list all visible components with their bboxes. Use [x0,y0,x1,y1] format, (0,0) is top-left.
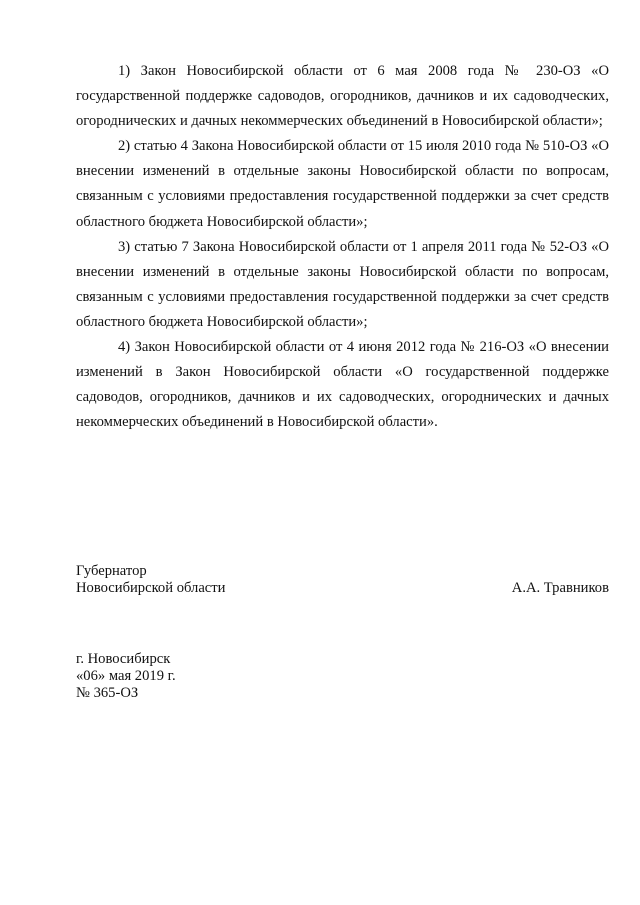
law-items-list [76,59,609,435]
law-item-3: 3) статью 7 Закона Новосибирской области от 1 апреля 2011 года № 52-ОЗ «О внесении изменений в отдельные законы Новосибирской области по вопросам, связанным с условиями предоставления государственной поддержки за счет средств областного бюджета Новосибирской области»; [76,238,609,330]
law-item-1: 1) Закон Новосибирской области от 6 мая 2008 года № 230-ОЗ «О государственной поддержке садоводов, огородников, дачников и их садоводческих, огороднических и дачных некоммерческих объединений в Новосибирской области»; [76,63,609,130]
signature-row [76,580,609,597]
law-item-4: 4) Закон Новосибирской области от 4 июня 2012 года № 216-ОЗ «О внесении изменений в Закон Новосибирской области «О государственной поддержке садоводов, огородников, дачников и их садоводческих, огороднических и дачных некоммерческих объединений в Новосибирской области». [76,339,609,431]
footer-date: «06» мая 2019 г. [76,668,176,684]
document-footer [76,651,176,702]
footer-number: № 365-ОЗ [76,685,139,701]
footer-city: г. Новосибирск [76,651,171,667]
signatory-title-line1: Губернатор [76,563,147,579]
signature-block [76,563,609,597]
signatory-name: А.А. Травников [511,580,609,596]
signatory-title-line2: Новосибирской области [76,580,226,596]
law-item-2: 2) статью 4 Закона Новосибирской области от 15 июля 2010 года № 510-ОЗ «О внесении изменений в отдельные законы Новосибирской области по вопросам, связанным с условиями предоставления государственной поддержки за счет средств областного бюджета Новосибирской области»; [76,138,609,230]
